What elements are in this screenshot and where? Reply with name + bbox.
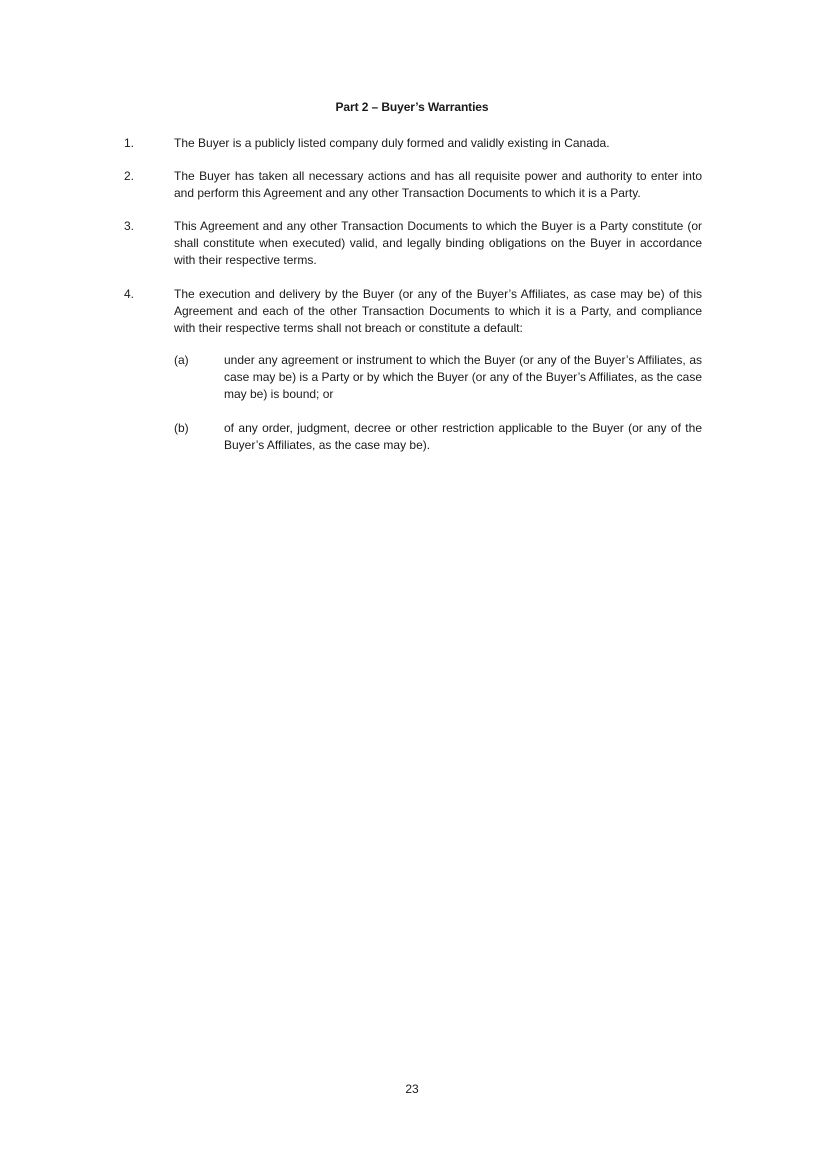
subclause-number: (b)	[174, 421, 189, 435]
clause-2	[124, 168, 702, 202]
page-number: 23	[405, 1082, 419, 1096]
subclause-number: (a)	[174, 353, 189, 367]
subclause-b	[174, 420, 702, 454]
clause-4	[124, 286, 702, 337]
clause-text: The execution and delivery by the Buyer (or any of the Buyer’s Affiliates, as case may be) of this Agreement and each of the other Transaction Documents to which it is a Party, and compliance with their respective terms shall not breach or constitute a default:	[174, 287, 702, 335]
clause-text: The Buyer is a publicly listed company duly formed and validly existing in Canada.	[174, 136, 610, 150]
clause-number: 4.	[124, 287, 135, 301]
subclause-text: of any order, judgment, decree or other restriction applicable to the Buyer (or any of the Buyer’s Affiliates, as the case may be).	[224, 421, 702, 452]
subclause-a	[174, 352, 702, 403]
clause-text: This Agreement and any other Transaction Documents to which the Buyer is a Party constitute (or shall constitute when executed) valid, and legally binding obligations on the Buyer in accordance with their respective terms.	[174, 219, 702, 267]
clause-number: 2.	[124, 169, 135, 183]
clause-text: The Buyer has taken all necessary actions and has all requisite power and authority to enter into and perform this Agreement and any other Transaction Documents to which it is a Party.	[174, 169, 702, 200]
clause-1	[124, 135, 702, 152]
clause-number: 3.	[124, 219, 135, 233]
subclause-text: under any agreement or instrument to which the Buyer (or any of the Buyer’s Affiliates, as case may be) is a Party or by which the Buyer (or any of the Buyer’s Affiliates, as the case may be) is bound; or	[224, 353, 702, 401]
clause-number: 1.	[124, 136, 135, 150]
clause-3	[124, 218, 702, 269]
section-title: Part 2 – Buyer’s Warranties	[335, 100, 489, 114]
